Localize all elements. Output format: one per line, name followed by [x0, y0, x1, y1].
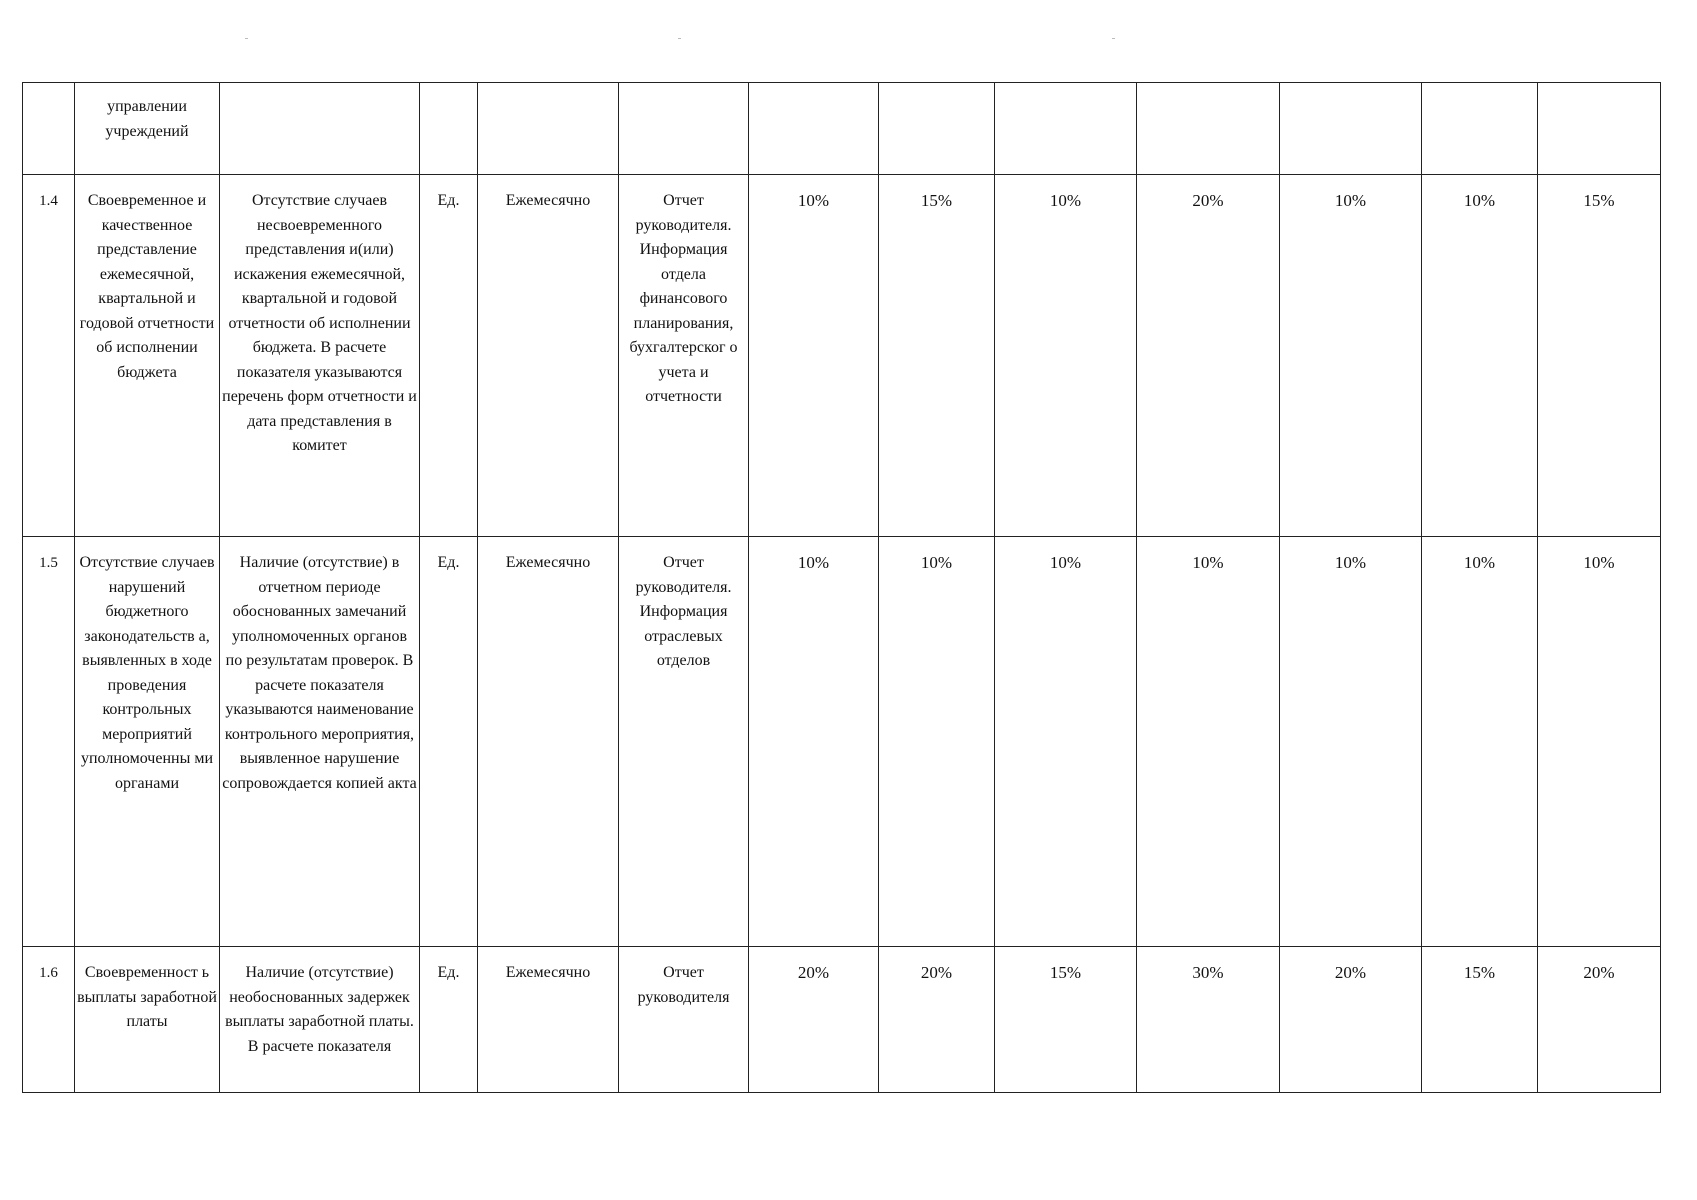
indicator-name: управлении учреждений	[75, 83, 220, 175]
table-row	[23, 83, 1661, 175]
frequency-cell	[478, 83, 619, 175]
table-row	[23, 947, 1661, 1093]
row-number: 1.6	[23, 947, 75, 1093]
unit-cell: Ед.	[420, 947, 478, 1093]
frequency-cell: Ежемесячно	[478, 537, 619, 947]
indicator-name: Отсутствие случаев нарушений бюджетного законодательств а, выявленных в ходе проведения контрольных мероприятий уполномоченны ми органами	[75, 537, 220, 947]
value-cell	[1137, 83, 1280, 175]
value-cell	[995, 83, 1137, 175]
frequency-cell: Ежемесячно	[478, 175, 619, 537]
value-cell	[1538, 83, 1661, 175]
value-cell: 10%	[879, 537, 995, 947]
indicator-description: Наличие (отсутствие) необоснованных задержек выплаты заработной платы. В расчете показателя	[220, 947, 420, 1093]
unit-cell	[420, 83, 478, 175]
indicator-description: Наличие (отсутствие) в отчетном периоде обоснованных замечаний уполномоченных органов по результатам проверок. В расчете показателя указываются наименование контрольного мероприятия, выявленное нарушение сопровождается копией акта	[220, 537, 420, 947]
value-cell: 20%	[749, 947, 879, 1093]
value-cell: 10%	[1422, 175, 1538, 537]
value-cell	[879, 83, 995, 175]
indicator-name: Своевременное и качественное представление ежемесячной, квартальной и годовой отчетности об исполнении бюджета	[75, 175, 220, 537]
value-cell	[1422, 83, 1538, 175]
value-cell	[749, 83, 879, 175]
value-cell	[1280, 83, 1422, 175]
scan-speck	[678, 38, 681, 39]
source-cell	[619, 83, 749, 175]
value-cell: 20%	[879, 947, 995, 1093]
row-number: 1.5	[23, 537, 75, 947]
source-cell: Отчет руководителя	[619, 947, 749, 1093]
value-cell: 10%	[1280, 175, 1422, 537]
value-cell: 20%	[1137, 175, 1280, 537]
frequency-cell: Ежемесячно	[478, 947, 619, 1093]
value-cell: 20%	[1538, 947, 1661, 1093]
value-cell: 10%	[995, 537, 1137, 947]
value-cell: 15%	[1422, 947, 1538, 1093]
value-cell: 15%	[995, 947, 1137, 1093]
value-cell: 10%	[995, 175, 1137, 537]
unit-cell: Ед.	[420, 175, 478, 537]
unit-cell: Ед.	[420, 537, 478, 947]
value-cell: 10%	[1538, 537, 1661, 947]
value-cell: 10%	[1280, 537, 1422, 947]
source-cell: Отчет руководителя. Информация отраслевых отделов	[619, 537, 749, 947]
indicator-description: Отсутствие случаев несвоевременного представления и(или) искажения ежемесячной, квартальной и годовой отчетности об исполнении бюджета. В расчете показателя указываются перечень форм отчетности и дата представления в комитет	[220, 175, 420, 537]
scan-speck	[245, 38, 248, 39]
indicators-table	[22, 82, 1661, 1093]
indicator-description	[220, 83, 420, 175]
table-row	[23, 175, 1661, 537]
scan-speck	[1112, 38, 1115, 39]
value-cell: 20%	[1280, 947, 1422, 1093]
value-cell: 15%	[1538, 175, 1661, 537]
value-cell: 10%	[749, 537, 879, 947]
row-number	[23, 83, 75, 175]
value-cell: 10%	[1137, 537, 1280, 947]
indicator-name: Своевременност ь выплаты заработной платы	[75, 947, 220, 1093]
value-cell: 10%	[1422, 537, 1538, 947]
value-cell: 15%	[879, 175, 995, 537]
value-cell: 30%	[1137, 947, 1280, 1093]
value-cell: 10%	[749, 175, 879, 537]
table-row	[23, 537, 1661, 947]
row-number: 1.4	[23, 175, 75, 537]
source-cell: Отчет руководителя. Информация отдела финансового планирования, бухгалтерског о учета и отчетности	[619, 175, 749, 537]
